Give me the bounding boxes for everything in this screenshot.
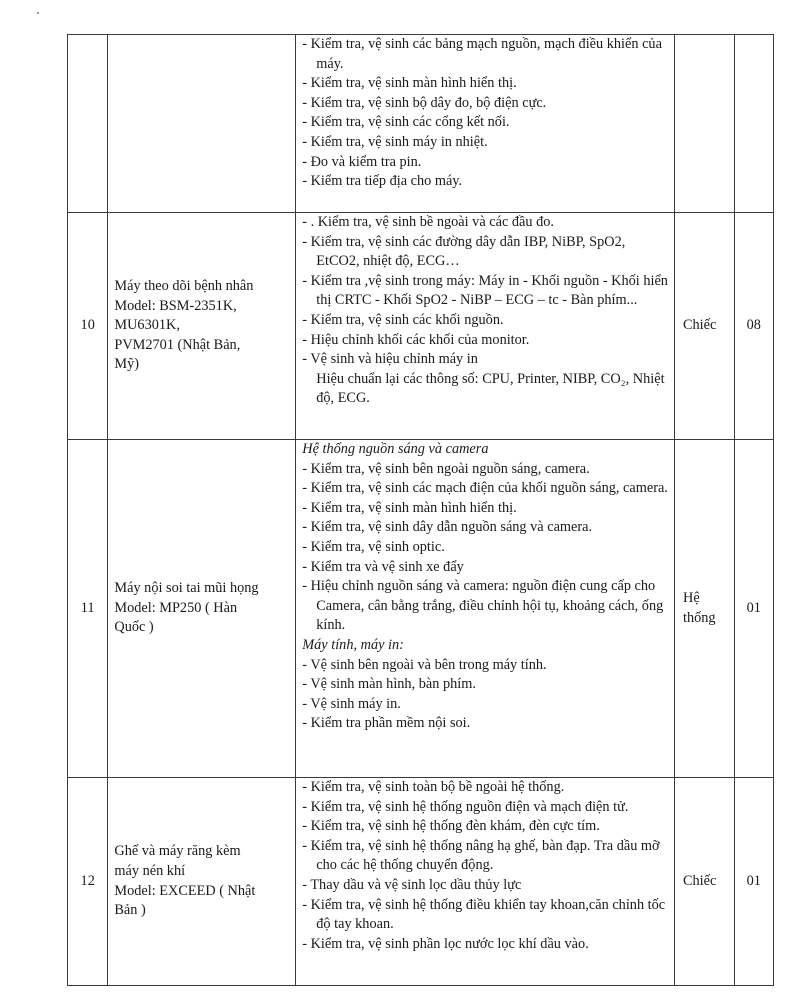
unit: Chiếc <box>675 213 735 440</box>
task-group-heading: Máy tính, máy in: <box>302 636 404 653</box>
task-item: - Kiểm tra, vệ sinh dây dẫn nguồn sáng và camera. <box>302 519 593 536</box>
task-item: - Kiểm tra, vệ sinh các đường dây dẫn IBP, NiBP, SpO2, EtCO2, nhiệt độ, ECG… <box>302 233 626 270</box>
equipment-name-line: Model: BSM-2351K, <box>114 297 237 314</box>
table-row <box>68 213 774 440</box>
task-item: - Kiểm tra, vệ sinh màn hình hiển thị. <box>302 75 517 92</box>
maintenance-tasks <box>296 213 675 440</box>
task-item: - Đo và kiểm tra pin. <box>302 153 422 170</box>
task-item: - Kiểm tra, vệ sinh toàn bộ bề ngoài hệ thống. <box>302 779 565 795</box>
equipment-name <box>108 440 296 778</box>
table-body <box>68 35 774 986</box>
unit <box>675 35 735 213</box>
equipment-name-line: PVM2701 (Nhật Bản, <box>114 336 241 353</box>
task-item: - Kiểm tra và vệ sinh xe đẩy <box>302 558 464 575</box>
row-number: 10 <box>68 213 108 440</box>
equipment-name-line: Bản ) <box>114 902 146 919</box>
equipment-name <box>108 213 296 440</box>
equipment-name <box>108 778 296 986</box>
task-item: - Hiệu chỉnh khối các khối của monitor. <box>302 331 530 348</box>
task-item: - Kiểm tra, vệ sinh hệ thống điều khiển tay khoan,căn chỉnh tốc độ tay khoan. <box>302 896 666 933</box>
row-number: 11 <box>68 440 108 778</box>
task-item: - Vệ sinh màn hình, bàn phím. <box>302 676 476 693</box>
maintenance-tasks <box>296 778 675 986</box>
equipment-name-line: Model: EXCEED ( Nhật <box>114 882 256 899</box>
task-item: - Kiểm tra, vệ sinh các cổng kết nối. <box>302 114 510 131</box>
quantity <box>734 35 773 213</box>
task-group-heading: Hệ thống nguồn sáng và camera <box>302 441 489 457</box>
equipment-name-line: Máy theo dõi bệnh nhân <box>114 278 254 295</box>
row-number: 12 <box>68 778 108 986</box>
equipment-name-line: Ghế và máy răng kèm <box>114 843 241 860</box>
table-row <box>68 35 774 213</box>
maintenance-tasks <box>296 440 675 778</box>
task-item: - Vệ sinh và hiệu chỉnh máy in <box>302 351 478 368</box>
equipment-name-line: Mỹ) <box>114 356 140 373</box>
unit: Chiếc <box>675 778 735 986</box>
equipment-name-line: Model: MP250 ( Hàn <box>114 599 238 616</box>
task-item: Hiệu chuẩn lại các thông số: CPU, Printer, NIBP, CO₂, Nhiệt độ, ECG. <box>316 370 665 407</box>
task-item: - Kiểm tra, vệ sinh máy in nhiệt. <box>302 133 488 150</box>
task-item: - Kiểm tra, vệ sinh các bảng mạch nguồn, mạch điều khiển của máy. <box>302 36 662 72</box>
row-number <box>68 35 108 213</box>
scan-speck <box>37 12 39 14</box>
task-item: - Kiểm tra, vệ sinh hệ thống nguồn điện và mạch điện tử. <box>302 798 629 815</box>
equipment-name-line: máy nén khí <box>114 862 186 879</box>
equipment-name-line: Máy nội soi tai mũi họng <box>114 580 259 597</box>
unit: Hệ thống <box>675 440 735 778</box>
equipment-name-line: MU6301K, <box>114 317 180 334</box>
task-item: - Kiểm tra, vệ sinh bên ngoài nguồn sáng, camera. <box>302 460 590 477</box>
task-item: - Thay dầu và vệ sinh lọc dầu thủy lực <box>302 876 522 893</box>
quantity: 08 <box>734 213 773 440</box>
maintenance-tasks <box>296 35 675 213</box>
task-item: - Hiệu chỉnh nguồn sáng và camera: nguồn điện cung cấp cho Camera, cân bằng trắng, điều chỉnh hội tụ, khoảng cách, ống kính. <box>302 578 664 634</box>
task-item: - Kiểm tra, vệ sinh các khối nguồn. <box>302 311 504 328</box>
task-item: - . Kiểm tra, vệ sinh bề ngoài và các đầu đo. <box>302 214 554 230</box>
task-item: - Kiểm tra, vệ sinh màn hình hiển thị. <box>302 499 517 516</box>
task-item: - Kiểm tra tiếp địa cho máy. <box>302 173 463 190</box>
task-item: - Kiểm tra, vệ sinh bộ dây đo, bộ điện cực. <box>302 94 547 111</box>
task-item: - Kiểm tra, vệ sinh optic. <box>302 538 445 555</box>
task-item: - Vệ sinh máy in. <box>302 695 401 712</box>
equipment-name <box>108 35 296 213</box>
task-item: - Kiểm tra phần mềm nội soi. <box>302 715 471 732</box>
task-item: - Kiểm tra, vệ sinh phần lọc nước lọc khí dầu vào. <box>302 935 589 952</box>
table-row <box>68 440 774 778</box>
quantity: 01 <box>734 778 773 986</box>
equipment-maintenance-table <box>67 34 774 986</box>
task-item: - Kiểm tra, vệ sinh hệ thống nâng hạ ghế, bàn đạp. Tra dầu mỡ cho các hệ thống chuyển động. <box>302 837 660 874</box>
table-row <box>68 778 774 986</box>
task-item: - Kiểm tra ,vệ sinh trong máy: Máy in - Khối nguồn - Khối hiển thị CRTC - Khối SpO2 - NiBP – ECG – tc - Bàn phím... <box>302 272 668 309</box>
quantity: 01 <box>734 440 773 778</box>
equipment-name-line: Quốc ) <box>114 619 154 636</box>
task-item: - Vệ sinh bên ngoài và bên trong máy tính. <box>302 656 547 673</box>
task-item: - Kiểm tra, vệ sinh các mạch điện của khối nguồn sáng, camera. <box>302 480 668 497</box>
task-item: - Kiểm tra, vệ sinh hệ thống đèn khám, đèn cực tím. <box>302 818 600 835</box>
